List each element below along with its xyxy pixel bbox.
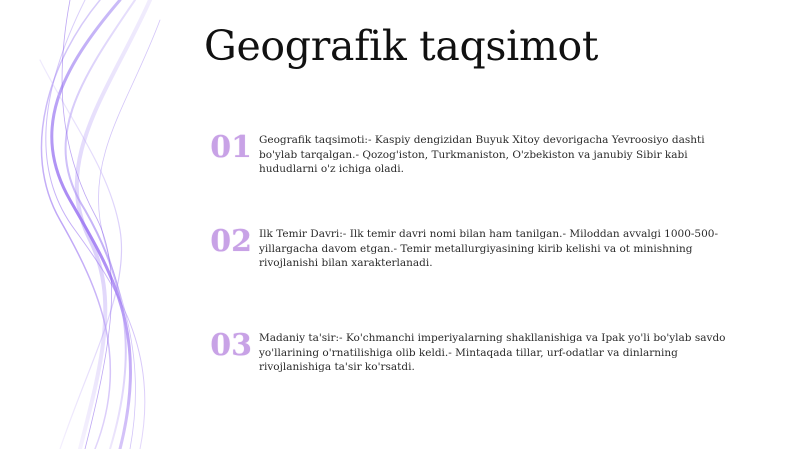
item-text: Ilk Temir Davri:- Ilk temir davri nomi bilan ham tanilgan.- Miloddan avvalgi 1000-500-yillargacha davom etgan.- Temir metallurgiyasining kirib kelishi va ot minishning rivojlanishi bilan xarakterlanadi. (259, 228, 719, 269)
list-item-02 (196, 224, 756, 307)
smoke-ribbon-decoration (0, 0, 200, 449)
item-number: 03 (210, 328, 252, 363)
item-number: 02 (210, 224, 252, 259)
item-text: Geografik taqsimoti:- Kaspiy dengizidan Buyuk Xitoy devorigacha Yevroosiyo dashti bo'ylab tarqalgan.- Qozog'iston, Turkmaniston, O'zbekiston va janubiy Sibir kabi hududlarni o'z ichiga oladi. (259, 134, 705, 175)
item-text: Madaniy ta'sir:- Ko'chmanchi imperiyalarning shakllanishiga va Ipak yo'li bo'ylab savdo yo'llarining o'rnatilishiga olib keldi.- Mintaqada tillar, urf-odatlar va dinlarning rivojlanishiga ta'sir ko'rsatdi. (259, 332, 726, 373)
item-number: 01 (210, 130, 252, 165)
slide-title: Geografik taqsimot (204, 22, 599, 70)
list-item-01 (196, 130, 756, 213)
list-item-03 (196, 328, 756, 411)
